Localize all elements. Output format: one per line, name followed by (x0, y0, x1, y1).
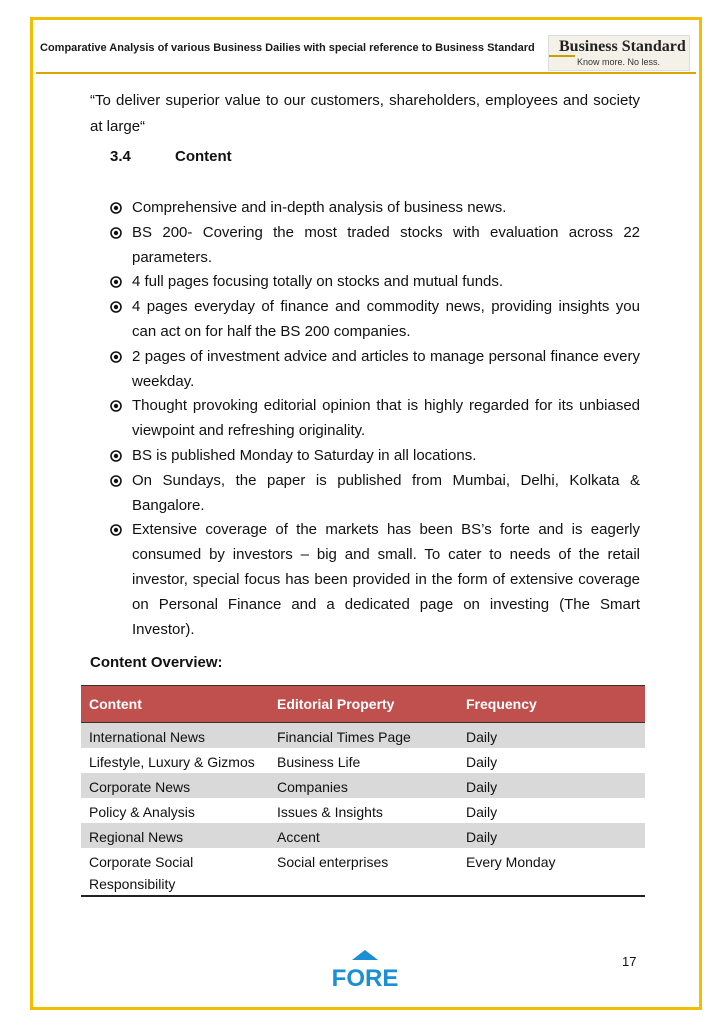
bullet-item (110, 444, 640, 469)
bullet-item (110, 345, 640, 395)
table-row (81, 773, 645, 798)
bullet-item (110, 270, 640, 295)
circled-dot-icon (110, 475, 122, 487)
table-cell: Corporate News (81, 773, 269, 798)
logo-title: Business Standard (559, 38, 686, 55)
circled-dot-icon (110, 524, 122, 536)
section-number: 3.4 (110, 148, 131, 165)
content-bullet-list (110, 196, 640, 642)
bullet-text: BS 200- Covering the most traded stocks with evaluation across 22 parameters. (132, 223, 640, 266)
table-cell: Corporate Social Responsibility (81, 848, 269, 896)
table-cell: Issues & Insights (277, 804, 383, 820)
table-cell: Regional News (81, 823, 269, 848)
table-header-row (81, 686, 645, 723)
content-overview-table (81, 685, 645, 897)
section-title: Content (175, 148, 232, 165)
bullet-item (110, 469, 640, 519)
table-cell: Daily (466, 804, 498, 820)
table-cell: Lifestyle, Luxury & Gizmos (89, 754, 255, 770)
circled-dot-icon (110, 276, 122, 288)
bullet-text: On Sundays, the paper is published from Mumbai, Delhi, Kolkata & Bangalore. (132, 471, 640, 514)
column-header: Editorial Property (269, 686, 458, 723)
table-cell: Business Life (277, 754, 361, 770)
circled-dot-icon (110, 227, 122, 239)
mission-quote: “To deliver superior value to our customers, shareholders, employees and society at large“ (90, 92, 640, 135)
table-cell: Daily (458, 773, 645, 798)
bullet-text: BS is published Monday to Saturday in all locations. (132, 446, 477, 464)
table-row (81, 848, 645, 896)
circled-dot-icon (110, 351, 122, 363)
table-cell: Financial Times Page (269, 723, 458, 749)
circled-dot-icon (110, 450, 122, 462)
bullet-text: Thought provoking editorial opinion that is highly regarded for its unbiased viewpoint and refreshing originality. (132, 397, 640, 440)
circled-dot-icon (110, 301, 122, 313)
bullet-item (110, 196, 640, 221)
table-cell: Every Monday (458, 848, 645, 896)
page-number: 17 (622, 954, 637, 969)
table-cell: Daily (458, 723, 645, 749)
bullet-text: 4 pages everyday of finance and commodity news, providing insights you can act on for half the BS 200 companies. (132, 298, 640, 340)
logo-bar (549, 55, 575, 57)
bullet-item (110, 394, 640, 444)
table-cell: Policy & Analysis (89, 804, 195, 820)
bullet-item (110, 295, 640, 345)
bullet-item (110, 221, 640, 271)
table-cell: Daily (466, 754, 498, 770)
content-overview-heading: Content Overview: (90, 654, 223, 671)
bullet-text: 2 pages of investment advice and articles to manage personal finance every weekday. (132, 347, 640, 390)
table-cell: Daily (458, 823, 645, 848)
bullet-text: Extensive coverage of the markets has been BS’s forte and is eagerly consumed by investors – big and small. To cater to needs of the retail investor, special focus has been provided in the form of extensive coverage on Personal Finance and a dedicated page on investing (The Smart Investor). (132, 521, 640, 638)
table-cell: Companies (269, 773, 458, 798)
table-row (81, 798, 645, 823)
table-cell: International News (81, 723, 269, 749)
header-title: Comparative Analysis of various Business Dailies with special reference to Business Standard (40, 42, 535, 54)
logo-tagline: Know more. No less. (577, 57, 661, 67)
table-cell: Social enterprises (269, 848, 458, 896)
table-row (81, 723, 645, 749)
circled-dot-icon (110, 202, 122, 214)
header-divider (36, 72, 696, 74)
bullet-text: 4 full pages focusing totally on stocks and mutual funds. (132, 273, 504, 291)
fore-logo (331, 950, 399, 992)
bullet-text: Comprehensive and in-depth analysis of business news. (132, 199, 507, 216)
table-row (81, 748, 645, 773)
column-header: Frequency (458, 686, 645, 723)
column-header: Content (81, 686, 269, 723)
fore-logo-text: FORE (331, 965, 399, 992)
table-cell: Accent (269, 823, 458, 848)
circled-dot-icon (110, 400, 122, 412)
business-standard-logo (548, 35, 690, 71)
table-row (81, 823, 645, 848)
bullet-item (110, 518, 640, 642)
